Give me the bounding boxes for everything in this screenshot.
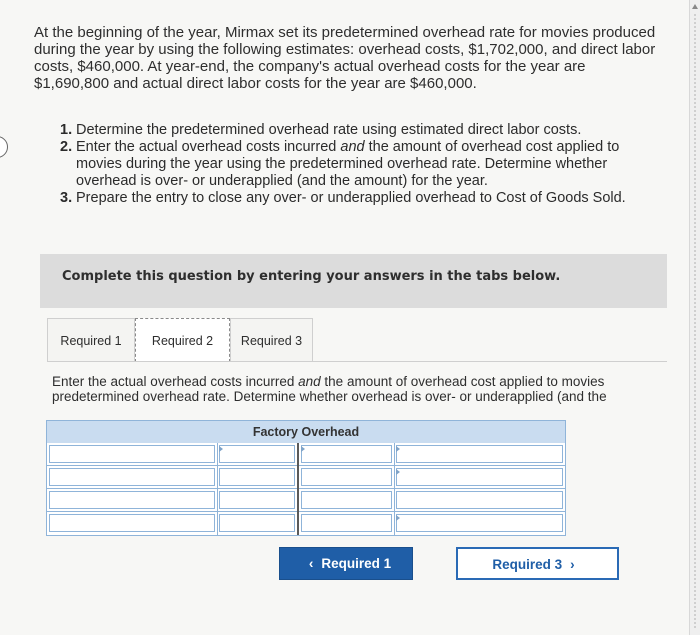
step-item [60,122,660,139]
tab-required-3[interactable]: Required 3 [230,318,313,362]
credit-label-cell[interactable] [299,466,394,488]
dropdown-indicator-icon [219,446,223,452]
problem-steps [60,122,660,207]
panel-text: Complete this question by entering your answers in the tabs below. [62,269,561,284]
debit-amount-cell[interactable] [217,466,297,488]
tab-required-2[interactable]: Required 2 [135,318,230,362]
t-account-body [47,443,565,535]
chevron-right-icon: › [570,557,575,572]
debit-amount-cell[interactable] [217,489,297,511]
dropdown-indicator-icon [396,515,400,521]
step-item [60,139,660,190]
credit-label-cell[interactable] [299,512,394,534]
credit-amount-cell[interactable] [394,489,565,511]
instruction-emphasis: and [298,374,321,389]
debit-label-cell[interactable] [47,512,217,534]
credit-amount-cell[interactable] [394,443,565,465]
instructions-panel [40,254,667,308]
dropdown-indicator-icon [396,446,400,452]
step-text: Prepare the entry to close any over- or underapplied overhead to Cost of Goods Sold. [76,190,626,206]
credit-label-cell[interactable] [299,443,394,465]
scroll-up-icon[interactable] [692,4,698,9]
step-number: 3. [60,190,73,206]
credit-amount-cell[interactable] [394,466,565,488]
debit-label-cell[interactable] [47,466,217,488]
instruction-line: predetermined overhead rate. Determine whether overhead is over- or underapplied (and the [52,389,607,404]
step-text-part: the amount of overhead cost applied to movies during the year using the predetermined overhead rate. Determine whether overhead is over- or underapplied (and the amount) for the year. [76,139,620,189]
step-text-emphasis: and [340,139,365,155]
tab-required-1[interactable]: Required 1 [47,318,135,362]
dropdown-indicator-icon [396,469,400,475]
step-text [76,139,660,190]
previous-tab-button[interactable] [279,547,413,580]
next-tab-button[interactable] [456,547,619,580]
debit-label-cell[interactable] [47,443,217,465]
step-item [60,190,660,207]
dropdown-indicator-icon [301,446,305,452]
debit-label-cell[interactable] [47,489,217,511]
t-account-title: Factory Overhead [47,421,565,443]
credit-label-cell[interactable] [299,489,394,511]
instruction-text: the amount of overhead cost applied to movies [320,374,605,389]
t-account-table [46,420,566,536]
debit-amount-cell[interactable] [217,443,297,465]
credit-amount-cell[interactable] [394,512,565,534]
step-text: Determine the predetermined overhead rate using estimated direct labor costs. [76,122,582,138]
scrollbar-thumb[interactable] [691,14,699,630]
step-number: 2. [60,139,73,155]
tab-content-divider [47,361,667,362]
previous-tab-label: Required 1 [321,556,392,571]
vertical-scrollbar[interactable] [689,0,700,635]
problem-intro: At the beginning of the year, Mirmax set its predetermined overhead rate for movies produced during the year by using the following estimates: overhead costs, $1,702,000, and direct labor costs, $460,000. At year-end, the company's actual overhead costs for the year are $1,690,800 and actual direct labor costs for the year are $460,000. [34,24,656,92]
instruction-line [52,374,672,389]
sidebar-toggle[interactable] [0,136,8,158]
tab-instruction [52,374,672,404]
chevron-left-icon: ‹ [308,556,314,571]
step-text-part: Enter the actual overhead costs incurred [76,139,341,155]
next-tab-label: Required 3 [492,557,563,572]
step-number: 1. [60,122,73,138]
instruction-text: Enter the actual overhead costs incurred [52,374,299,389]
debit-amount-cell[interactable] [217,512,297,534]
